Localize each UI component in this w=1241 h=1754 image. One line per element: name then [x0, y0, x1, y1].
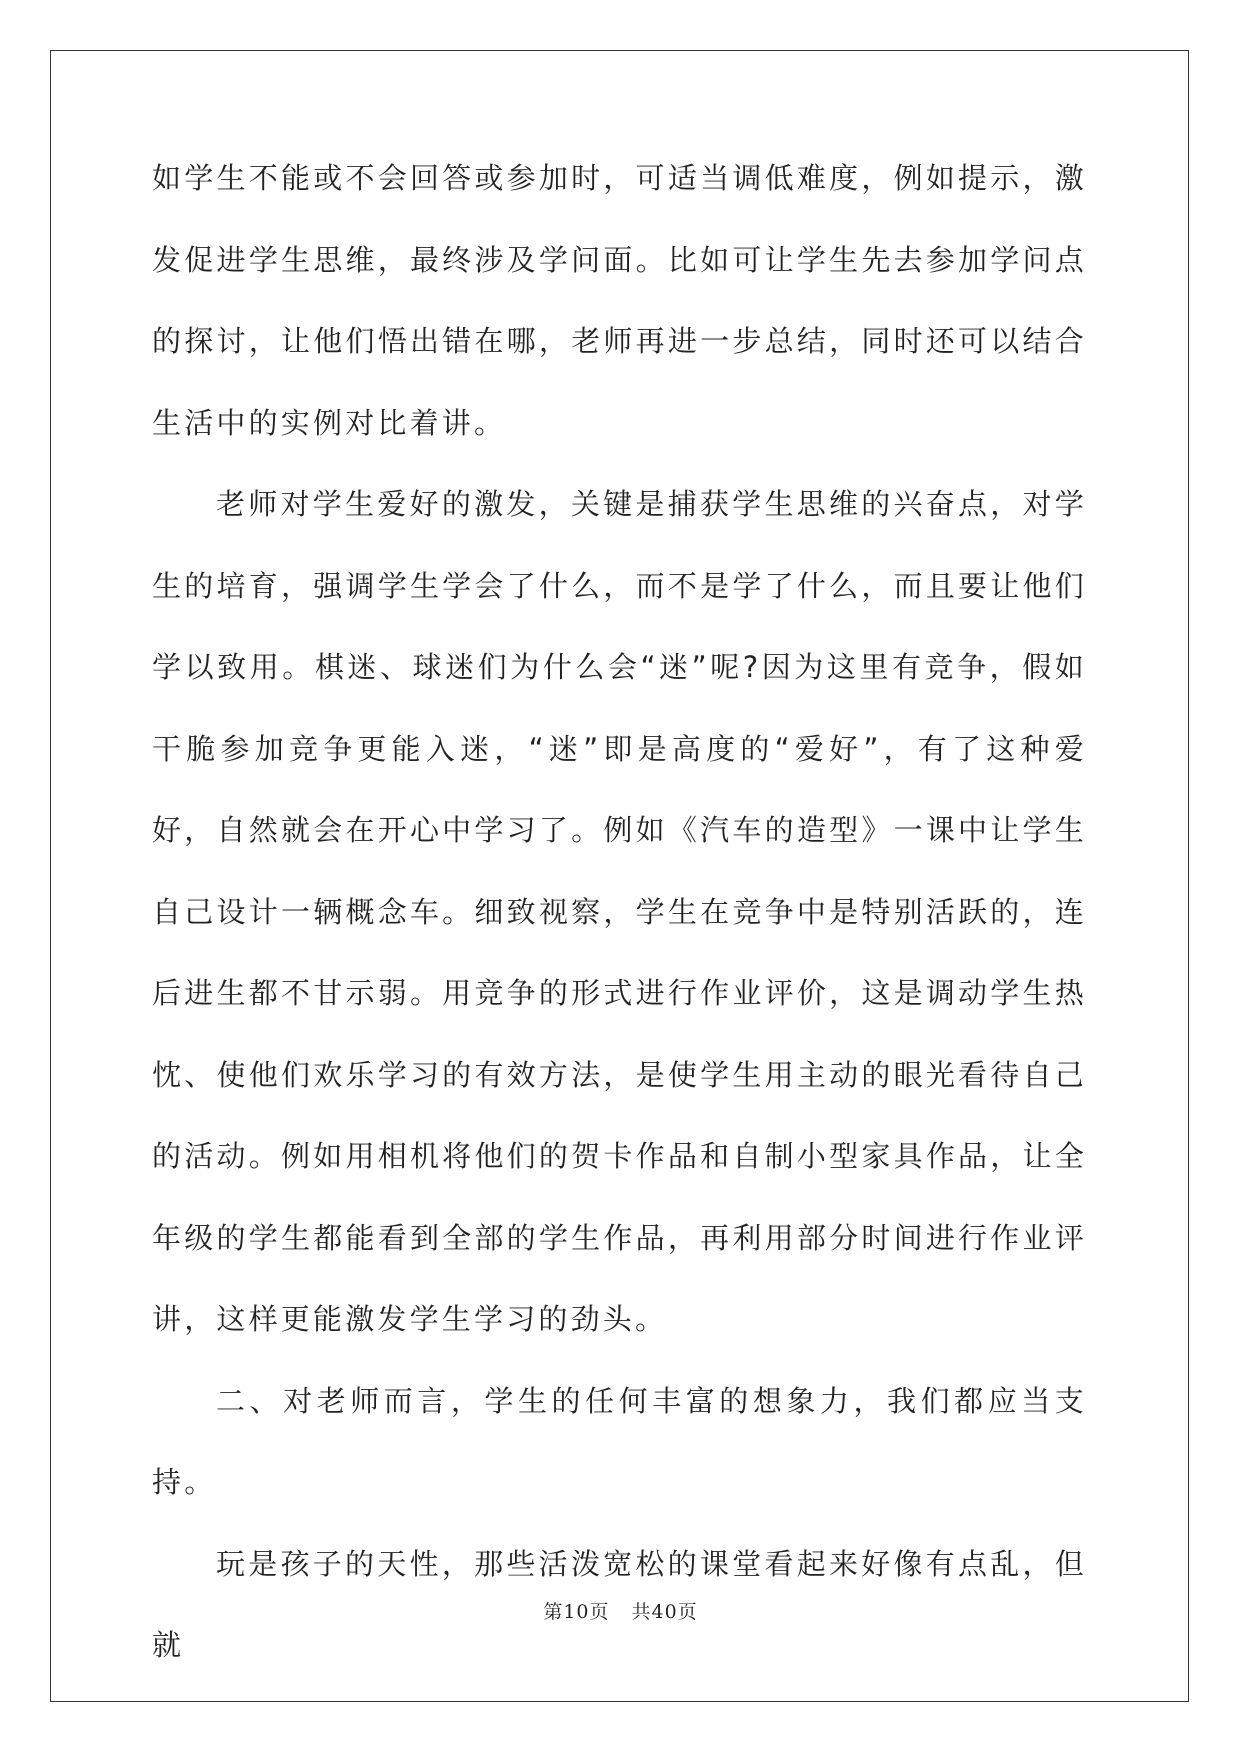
- page-total: 共40页: [631, 1601, 698, 1623]
- page-number: 第10页: [543, 1601, 610, 1623]
- paragraph-4: 玩是孩子的天性，那些活泼宽松的课堂看起来好像有点乱，但就: [152, 1546, 1087, 1662]
- paragraph-1: 如学生不能或不会回答或参加时，可适当调低难度，例如提示，激发促进学生思维，最终涉及学问面。比如可让学生先去参加学问点的探讨，让他们悟出错在哪，老师再进一步总结，同时还可以结合生活中的实例对比着讲。: [152, 161, 1087, 440]
- paragraph-3: 二、对老师而言，学生的任何丰富的想象力，我们都应当支持。: [152, 1383, 1087, 1499]
- document-body: [152, 160, 1087, 1687]
- page-footer: [0, 1597, 1241, 1624]
- paragraph-2: 老师对学生爱好的激发，关键是捕获学生思维的兴奋点，对学生的培育，强调学生学会了什么，而不是学了什么，而且要让他们学以致用。棋迷、球迷们为什么会“迷”呢?因为这里有竞争，假如干脆参加竞争更能入迷，“迷”即是高度的“爱好”，有了这种爱好，自然就会在开心中学习了。例如《汽车的造型》一课中让学生自己设计一辆概念车。细致视察，学生在竞争中是特别活跃的，连后进生都不甘示弱。用竞争的形式进行作业评价，这是调动学生热忱、使他们欢乐学习的有效方法，是使学生用主动的眼光看待自己的活动。例如用相机将他们的贺卡作品和自制小型家具作品，让全年级的学生都能看到全部的学生作品，再利用部分时间进行作业评讲，这样更能激发学生学习的劲头。: [152, 487, 1087, 1336]
